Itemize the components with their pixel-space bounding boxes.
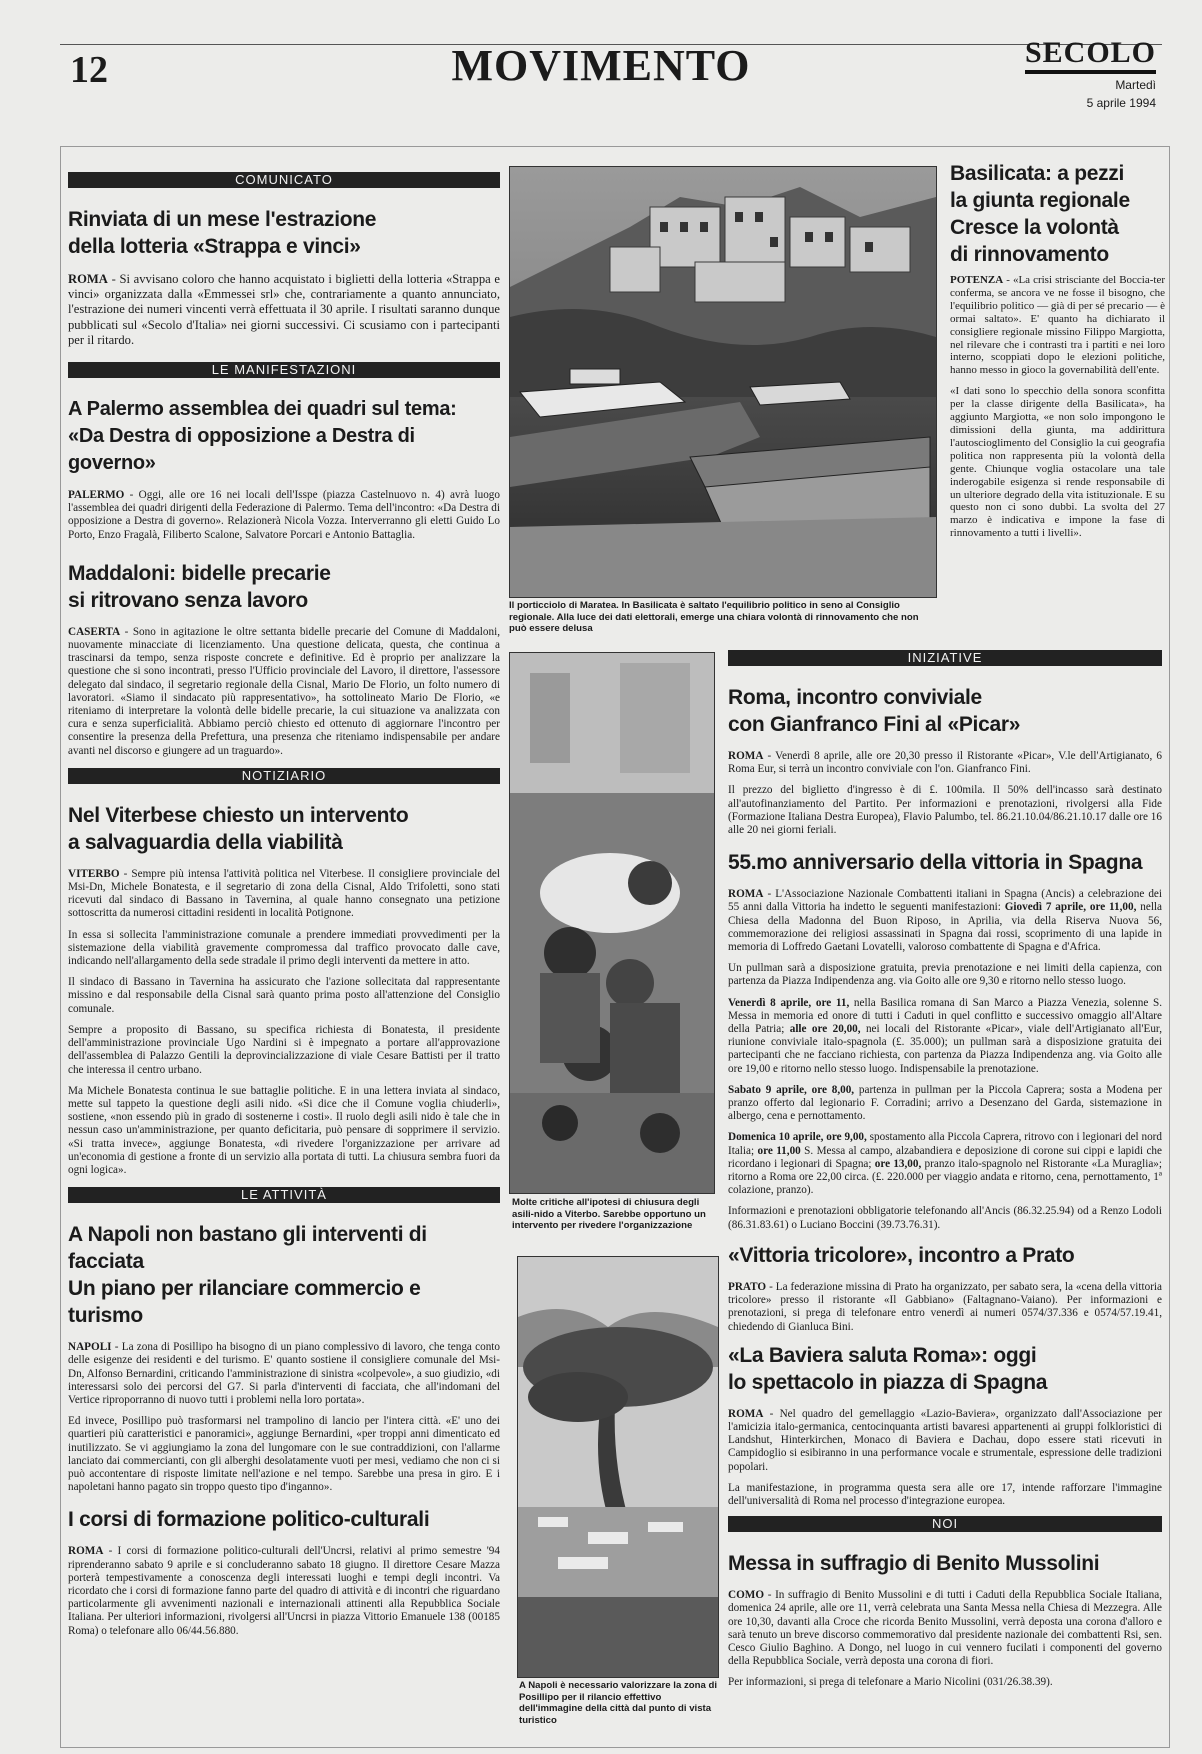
caption-viterbo: Molte critiche all'ipotesi di chiusura degli asili-nido a Viterbo. Sarebbe opportuno un intervento per rivedere l'organizzazione — [512, 1197, 706, 1231]
headline: Nel Viterbese chiesto un intervento a salvaguardia della viabilità — [68, 803, 409, 854]
article-body: Per informazioni, si prega di telefonare a Mario Nicolini (031/26.38.39). — [728, 1676, 1053, 1689]
article-lotteria — [68, 172, 500, 348]
rubric-iniziative: INIZIATIVE — [728, 650, 1162, 666]
article-body: ROMA - Venerdì 8 aprile, alle ore 20,30 presso il Ristorante «Picar», V.le dell'Artigianato, 6 Roma Eur, si terrà un incontro conviviale con l'on. Gianfranco Fini. — [728, 750, 1162, 776]
headline: Messa in suffragio di Benito Mussolini — [728, 1552, 1100, 1576]
basilicata-headline: Basilicata: a pezzi la giunta regionale Cresce la volontà di rinnovamento — [950, 162, 1130, 266]
article-body: PALERMO - Oggi, alle ore 16 nei locali dell'Isspe (piazza Castelnuovo n. 4) avrà luogo l'assemblea dei quadri dirigenti della Federazione di Palermo. Tema dell'incontro: «Da Destra di opposizione a Destra di governo». Relazionerà Nicola Vozza. Interverranno gli eletti Guido Lo Porto, Enzo Fragalà, Filiberto Scalone, Salvatore Porcari e Antonio Battaglia. — [68, 489, 500, 541]
article-viterbo — [68, 768, 500, 1177]
article-spagna — [728, 849, 1162, 1232]
article-prato — [728, 1242, 1162, 1334]
headline: «Vittoria tricolore», incontro a Prato — [728, 1243, 1075, 1267]
photo-maratea — [509, 166, 937, 598]
issue-date: 5 aprile 1994 — [1086, 96, 1156, 110]
newspaper-logo — [1025, 36, 1156, 110]
article-body: La manifestazione, in programma questa sera alle ore 17, intende rafforzare l'immagine dell'universalità di Roma nel processo d'integrazione europea. — [728, 1481, 1162, 1507]
article-body: Il sindaco di Bassano in Tavernina ha assicurato che l'azione sollecitata dal rappresentante missino e dal responsabile della Cisnal sarà quanto prima posto all'attenzione del Consiglio comunale. — [68, 976, 500, 1015]
article-baviera — [728, 1342, 1162, 1508]
basilicata-body — [950, 274, 1165, 548]
article-body: ROMA - L'Associazione Nazionale Combattenti italiani in Spagna (Ancis) a celebrazione dei 55 anni dalla Vittoria ha indetto le seguenti manifestazioni: Giovedì 7 aprile, ore 11,00, nella Chiesa della Madonna del Buon Riposo, in Aprilia, via della Riserva Nuova 56, commemorazione dei religiosi assassinati in Spagna dai rossi, scoprimento di una lapide in memoria di Loffredo Gaetani Lovatelli, valoroso combattente di Spagna e d'Africa. — [728, 888, 1163, 954]
article-body: Il prezzo del biglietto d'ingresso è di £. 100mila. Il 50% dell'incasso sarà destinato all'autofinanziamento del Partito. Per informazioni e prenotazioni, rivolgersi alla Fide (Formazione Italiana Destra Europea), Flavio Palumbo, tel. 86.21.10.04/86.21.10.17 dalle ore 16 alle 20 nei giorni feriali. — [728, 784, 1162, 837]
article-napoli — [68, 1187, 500, 1494]
headline: A Napoli non bastano gli interventi di facciata Un piano per rilanciare commercio e turismo — [68, 1223, 427, 1328]
page-number: 12 — [70, 49, 108, 91]
harbor-photo-image — [510, 167, 936, 597]
rubric-notiziario: NOTIZIARIO — [68, 768, 500, 784]
logo-name: SECOLO — [1025, 36, 1156, 74]
article-body: NAPOLI - La zona di Posillipo ha bisogno di un piano complessivo di lavoro, che tenga conto delle esigenze dei residenti e del turismo. E' quanto sostiene il consigliere comunale del Msi-Dn, Alfonso Bernardini, criticando l'amministrazione di sinistra «colpevole», a suo giudizio, «di interessarsi solo dei percorsi del G7. Si parla d'interventi di facciata, che all'indomani del Vertice riproporranno di nuovo tutti i problemi nella loro portata». — [68, 1341, 500, 1406]
headline: Rinviata di un mese l'estrazione della lotteria «Strappa e vinci» — [68, 208, 377, 258]
right-column — [728, 650, 1162, 1698]
rubric-noi: NOI — [728, 1516, 1162, 1532]
article-fini — [728, 650, 1162, 837]
headline: A Palermo assemblea dei quadri sul tema: «Da Destra di opposizione a Destra di governo» — [68, 398, 457, 475]
photo-napoli — [517, 1256, 719, 1678]
rubric-comunicato: COMUNICATO — [68, 172, 500, 188]
article-body: Ed invece, Posillipo può trasformarsi nel trampolino di lancio per l'intera città. «E' uno dei quartieri più caratteristici e panoramici», aggiunge Bernardini, «per troppi anni dimenticato ed inutilizzato. Se vi aggiungiamo la zona del lungomare con le sue contraddizioni, con l'allarme lanciato dai commercianti, con gli alberghi desolatamente vuoti per mesi, vediamo che non ci si può accontentare di risposte limitate nell'azione e nel tempo. Sarebbe una presa in giro. E i napoletani hanno pagato sin troppo questo tipo d'inganno». — [68, 1415, 500, 1494]
article-body: «I dati sono lo specchio della sonora sconfitta per la classe dirigente della Basilicata», ha aggiunto Margiotta, «e non solo impongono le dimissioni della giunta, ma addirittura l'autoscioglimento del Consiglio la cui geografia politica non rappresenta più la volontà della gente. Chiunque voglia ostacolare una tale inderogabile esigenza si rende responsabile di un ulteriore degrado della vita istituzionale. E su questo non ci sono dubbi. La svolta del 27 marzo è indicativa e impone la fase di rinnovamento a tutti i livelli». — [950, 385, 1165, 540]
article-body: Sabato 9 aprile, ore 8,00, partenza in pullman per la Piccola Caprera; sosta a Modena per pranzo offerto dal legionario F. Corradini; arrivo a Desenzano del Garda, sistemazione in albergo, cena e pernottamento. — [728, 1083, 1162, 1123]
article-palermo — [68, 362, 500, 542]
article-body: VITERBO - Sempre più intensa l'attività politica nel Viterbese. Il consigliere provinciale del Msi-Dn, Michele Bonatesta, e il segretario di zona della Cisnal, Aldo Trifoletti, sono stati ricevuti dal sindaco di Bassano in Tavernina, al quale hanno consegnato una petizione sottoscritta da numerosi cittadini residenti in località Potignone. — [68, 867, 500, 920]
rubric-manifestazioni: LE MANIFESTAZIONI — [68, 362, 500, 378]
photo-viterbo — [509, 652, 715, 1194]
article-body: Ma Michele Bonatesta continua le sue battaglie politiche. E in una lettera inviata al sindaco, mette sul tappeto la questione degli asili nido. «Si dice che il Comune voglia chiuderli», sostiene, «non essendo più in grado di sostenerne i costi». Il ruolo degli asili nido è tale che in nessun caso un'amministrazione, per quanto deficitaria, può pensare di sopprimere il servizio. «Si tratta invece», aggiunge Bonatesta, «di rivedere l'organizzazione per arrivare ad un'economia di gestione a fronte di un servizio alla portata di tutti. La chiusura sembra fuori da ogni logica». — [68, 1084, 500, 1176]
article-body: ROMA - Nel quadro del gemellaggio «Lazio-Baviera», organizzato dall'Associazione per l'amicizia italo-germanica, centocinquanta artisti bavaresi appartenenti ai gruppi folkloristici di Landshut, Hinterkirchen, Monaco di Baviera e Dachau, dopo essere stati ricevuti in Campidoglio si esibiranno in una performance vocale e strumentale, espressione delle tradizioni popolari. — [728, 1407, 1162, 1473]
article-body: Venerdì 8 aprile, ore 11, nella Basilica romana di San Marco a Piazza Venezia, solenne S. Messa in memoria ed onore di tutti i Caduti in quel conflitto e successivo omaggio all'Altare della Patria; alle ore 20,00, nei locali del Ristorante «Picar», viale dell'Artigianato all'Eur, riunione conviviale italo-spagnola (£. 35.000); un pullman sarà a disposizione gratuita dei partecipanti che ne facciano richiesta, con partenza da Piazza Indipendenza ang. via Goito alle ore 19,00 e ritorno nello stesso luogo. Indispensabile la prenotazione. — [728, 996, 1163, 1075]
headline: Maddaloni: bidelle precarie si ritrovano senza lavoro — [68, 561, 331, 612]
masthead — [0, 0, 1202, 130]
caption-napoli: A Napoli è necessario valorizzare la zona di Posillipo per il rilancio effettivo dell'immagine della città dal punto di vista turistico — [519, 1680, 717, 1726]
article-body: POTENZA - «La crisi strisciante del Boccia-ter conferma, se ancora ve ne fosse il bisogno, che l'equilibrio politico — già di per sé precario — è ormai saltato». E' quanto ha dichiarato il consigliere regionale missino Filippo Margiotta, nel rilevare che i contrasti tra i partiti e nei loro interno, scoppiati dopo le elezioni politiche, hanno messo in gioco la governabilità dell'ente. — [950, 274, 1165, 377]
article-body: Sempre a proposito di Bassano, su specifica richiesta di Bonatesta, il presidente dell'amministrazione provinciale Ugo Nardini si è impegnato a portare all'approvazione dell'assemblea di Palazzo Gentili la deprovincializzazione di viale Cesare Battisti per il tratto che interessa il centro urbano. — [68, 1023, 500, 1076]
article-body: Informazioni e prenotazioni obbligatorie telefonando all'Ancis (86.32.25.94) od a Renzo Lodoli (86.31.83.61) o Luciano Boccini (39.73.76.31). — [728, 1205, 1162, 1231]
headline: I corsi di formazione politico-culturali — [68, 1508, 430, 1532]
rubric-attivita: LE ATTIVITÀ — [68, 1187, 500, 1203]
article-maddaloni — [68, 560, 500, 758]
article-body: In essa si sollecita l'amministrazione comunale a prendere immediati provvedimenti per la sistemazione della viabilità gravemente compromessa dal traffico provocato dalle cave, indicando nell'allargamento della sede stradale il primo degli interventi da mettere in atto. — [68, 928, 500, 968]
headline: «La Baviera saluta Roma»: oggi lo spettacolo in piazza di Spagna — [728, 1343, 1048, 1394]
article-body: COMO - In suffragio di Benito Mussolini e di tutti i Caduti della Repubblica Sociale Italiana, domenica 24 aprile, alle ore 11, verrà celebrata una Santa Messa nella Chiesa di Mezzegra. Alle ore 10,30, davanti alla Croce che ricorda Benito Mussolini, verrà deposta una corona d'alloro e sarà tenuto un breve discorso commemorativo dal presidente nazionale dei combattenti Rsi, sen. Cesco Giulio Baghino. A Dongo, nel luogo in cui vennero fucilati i componenti del governo della Repubblica Sociale, verrà deposta una corona di fiori. — [728, 1589, 1162, 1668]
article-corsi — [68, 1506, 500, 1637]
article-body: PRATO - La federazione missina di Prato ha organizzato, per sabato sera, la «cena della vittoria tricolore» presso il ristorante «Il Gabbiano» (Faltagnano-Vaiano). Per informazioni e prenotazioni, si prega di telefonare entro venerdì ai numeri 0574/37.336 e 0574/57.19.41, chiedendo di Gianluca Bini. — [728, 1280, 1162, 1333]
left-column — [68, 172, 500, 1646]
nursery-photo-image — [510, 653, 714, 1193]
article-body: ROMA - I corsi di formazione politico-culturali dell'Uncrsi, relativi al primo semestre '94 riprenderanno sabato 9 aprile e si concluderanno sabato 18 giugno. Il direttore Cesare Mazza porterà tempestivamente a conoscenza degli interessati luoghi e tempi degli incontri. Va ricordato che i corsi di formazione fanno parte del quadro di attività e di incontri che riguardano particolarmente gli avvenimenti nazionali e internazionali attinenti alla Repubblica Sociale Italiana. Per ulteriori informazioni, rivolgersi all'Uncrsi in piazza Vittorio Emanuele 138 (00185 Roma) o telefonare allo 06/44.56.880. — [68, 1545, 500, 1637]
posillipo-photo-image — [518, 1257, 718, 1677]
headline: 55.mo anniversario della vittoria in Spagna — [728, 851, 1143, 875]
issue-day: Martedì — [1115, 78, 1156, 92]
headline: Roma, incontro conviviale con Gianfranco Fini al «Picar» — [728, 686, 1021, 736]
caption-maratea: Il porticciolo di Maratea. In Basilicata è saltato l'equilibrio politico in seno al Consiglio regionale. Alla luce dei dati elettorali, emerge una chiara volontà di rinnovamento che non può essere delusa — [509, 600, 919, 634]
article-body: ROMA - Si avvisano coloro che hanno acquistato i biglietti della lotteria «Strappa e vinci» organizzata dalla «Emmessei srl» che, contrariamente a quanto annunciato, l'estrazione dei numeri vincenti verrà effettuata il 30 aprile. I risultati saranno dunque pubblicati sul «Secolo d'Italia» nei giorni successivi. Ci scusiamo con i partecipanti per il ritardo. — [68, 272, 500, 347]
article-body: Un pullman sarà a disposizione gratuita, previa prenotazione e nei limiti della capienza, con partenza da Piazza Indipendenza ang. via Goito alle ore 9,30 e ritorno nello stesso luogo. — [728, 962, 1162, 988]
section-title: MOVIMENTO — [451, 41, 751, 90]
article-mussolini — [728, 1516, 1162, 1689]
article-body: CASERTA - Sono in agitazione le oltre settanta bidelle precarie del Comune di Maddaloni, nuovamente minacciate di licenziamento. Una questione delicata, questa, che continua a trascinarsi da tempo, senza risposte concrete e definitive. Ed è proprio per analizzare la questione che si sono incontrati, presso l'Ufficio provinciale del Lavoro, il direttore, l'assessore delegato dal sindaco, il segretario regionale della Cisnal, Mario De Florio, un folto numero di lavoratori. «Siamo il sindacato più rappresentativo», ha sottolineato Mario De Florio, «e riteniamo di interpretare la volontà delle bidelle precarie, la cui situazione va analizzata con cura e senza superficialità. Abbiamo perciò chiesto ed ottenuto di aggiornare l'incontro per consentire la presenza della Prefettura, una presenza che riteniamo indispensabile per andare avanti nel discorso e giungere ad un traguardo». — [68, 625, 500, 757]
article-body: Domenica 10 aprile, ore 9,00, spostamento alla Piccola Caprera, ritrovo con i legionari del nord Italia; ore 11,00 S. Messa al campo, alzabandiera e deposizione di corone sui cippi e lapidi che ricordano i legionari di Spagna; ore 13,00, pranzo italo-spagnolo nel Ristorante «La Muraglia»; ritorno a Roma ore 22,00 circa. (£. 220.000 per viaggio andata e ritorno, cena, pernottamento, 1ª colazione, pranzo). — [728, 1131, 1163, 1197]
